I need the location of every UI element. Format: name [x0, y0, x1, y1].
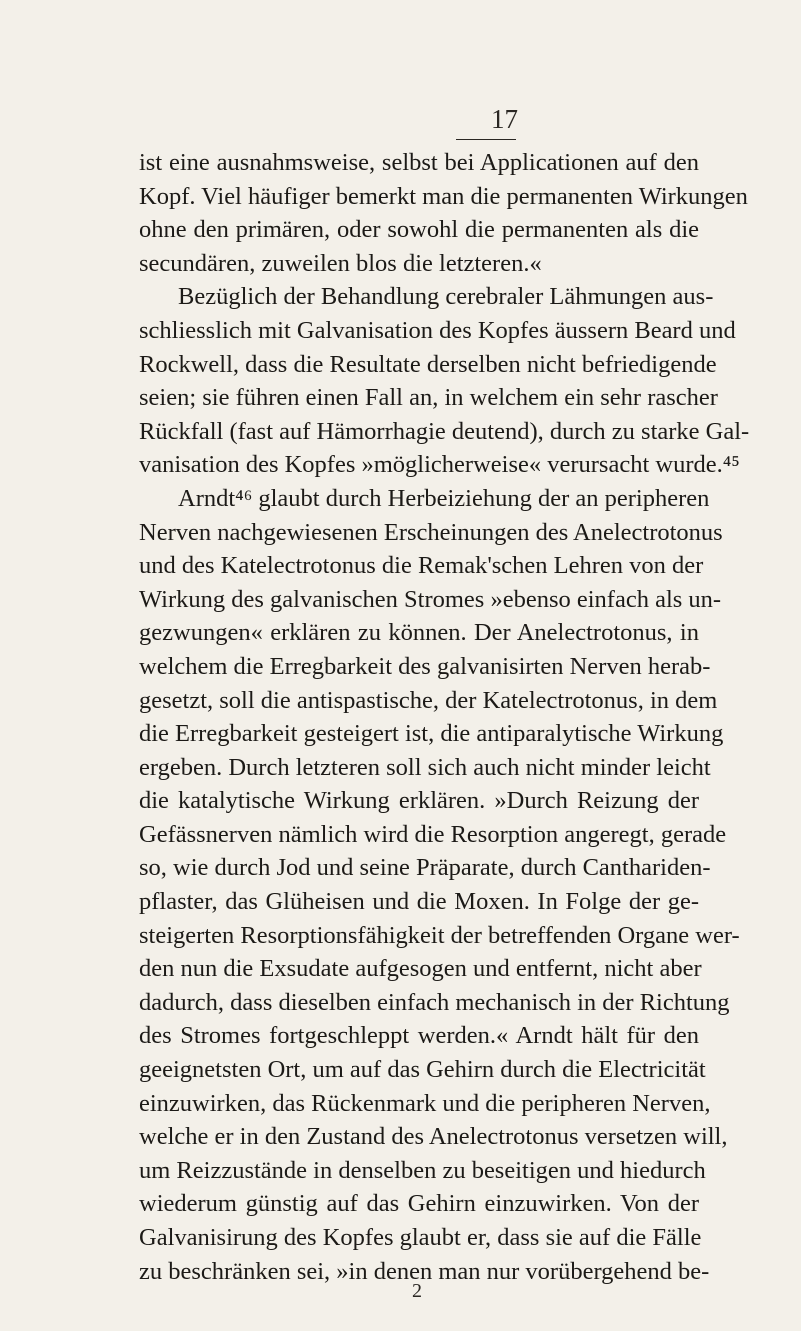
- text-line: um Reizzustände in denselben zu beseitigen und hiedurch: [139, 1156, 706, 1184]
- body-text: [139, 146, 750, 1288]
- text-line: Bezüglich der Behandlung cerebraler Lähmungen aus-: [178, 283, 714, 311]
- text-line: Rockwell, dass die Resultate derselben nicht befriedigende: [139, 350, 717, 378]
- text-line: so, wie durch Jod und seine Präparate, durch Canthariden-: [139, 854, 711, 882]
- text-line: dadurch, dass dieselben einfach mechanisch in der Richtung: [139, 988, 730, 1016]
- text-line: zu beschränken sei, »in denen man nur vorübergehend be-: [139, 1257, 710, 1285]
- text-line: einzuwirken, das Rückenmark und die peripheren Nerven,: [139, 1089, 711, 1117]
- text-line: wiederum günstig auf das Gehirn einzuwirken. Von der: [139, 1190, 699, 1218]
- text-line: die Erregbarkeit gesteigert ist, die antiparalytische Wirkung: [139, 720, 724, 748]
- text-line: Gefässnerven nämlich wird die Resorption angeregt, gerade: [139, 820, 727, 848]
- text-line: schliesslich mit Galvanisation des Kopfes äussern Beard und: [139, 316, 736, 344]
- text-line: geeignetsten Ort, um auf das Gehirn durch die Electricität: [139, 1056, 706, 1084]
- text-line: pflaster, das Glüheisen und die Moxen. In Folge der ge-: [139, 888, 699, 916]
- text-line: gezwungen« erklären zu können. Der Anelectrotonus, in: [139, 619, 699, 647]
- text-line: Arndt⁴⁶ glaubt durch Herbeiziehung der an peripheren: [178, 484, 710, 512]
- text-line: welchem die Erregbarkeit des galvanisirten Nerven herab-: [139, 652, 711, 680]
- signature-mark: 2: [412, 1280, 422, 1302]
- text-line: Rückfall (fast auf Hämorrhagie deutend), durch zu starke Gal-: [139, 417, 750, 445]
- page-number-rule: [456, 139, 516, 140]
- text-line: des Stromes fortgeschleppt werden.« Arndt hält für den: [139, 1022, 699, 1050]
- text-line: gesetzt, soll die antispastische, der Katelectrotonus, in dem: [139, 686, 718, 714]
- text-line: steigerten Resorptionsfähigkeit der betreffenden Organe wer-: [139, 921, 740, 949]
- text-line: und des Katelectrotonus die Remak'schen Lehren von der: [139, 552, 704, 580]
- text-line: ohne den primären, oder sowohl die permanenten als die: [139, 216, 699, 244]
- text-line: Nerven nachgewiesenen Erscheinungen des Anelectrotonus: [139, 518, 723, 546]
- text-line: welche er in den Zustand des Anelectrotonus versetzen will,: [139, 1123, 728, 1151]
- text-line: Wirkung des galvanischen Stromes »ebenso einfach als un-: [139, 585, 722, 613]
- text-line: secundären, zuweilen blos die letzteren.«: [139, 249, 542, 277]
- text-line: Kopf. Viel häufiger bemerkt man die permanenten Wirkungen: [139, 182, 748, 210]
- text-line: ist eine ausnahmsweise, selbst bei Applicationen auf den: [139, 149, 699, 176]
- text-line: ergeben. Durch letzteren soll sich auch nicht minder leicht: [139, 753, 711, 781]
- text-line: die katalytische Wirkung erklären. »Durch Reizung der: [139, 787, 699, 815]
- page-number: 17: [491, 104, 518, 134]
- text-line: seien; sie führen einen Fall an, in welchem ein sehr rascher: [139, 384, 718, 412]
- text-line: Galvanisirung des Kopfes glaubt er, dass sie auf die Fälle: [139, 1224, 702, 1251]
- text-line: den nun die Exsudate aufgesogen und entfernt, nicht aber: [139, 955, 702, 983]
- text-line: vanisation des Kopfes »möglicherweise« verursacht wurde.⁴⁵: [139, 451, 740, 479]
